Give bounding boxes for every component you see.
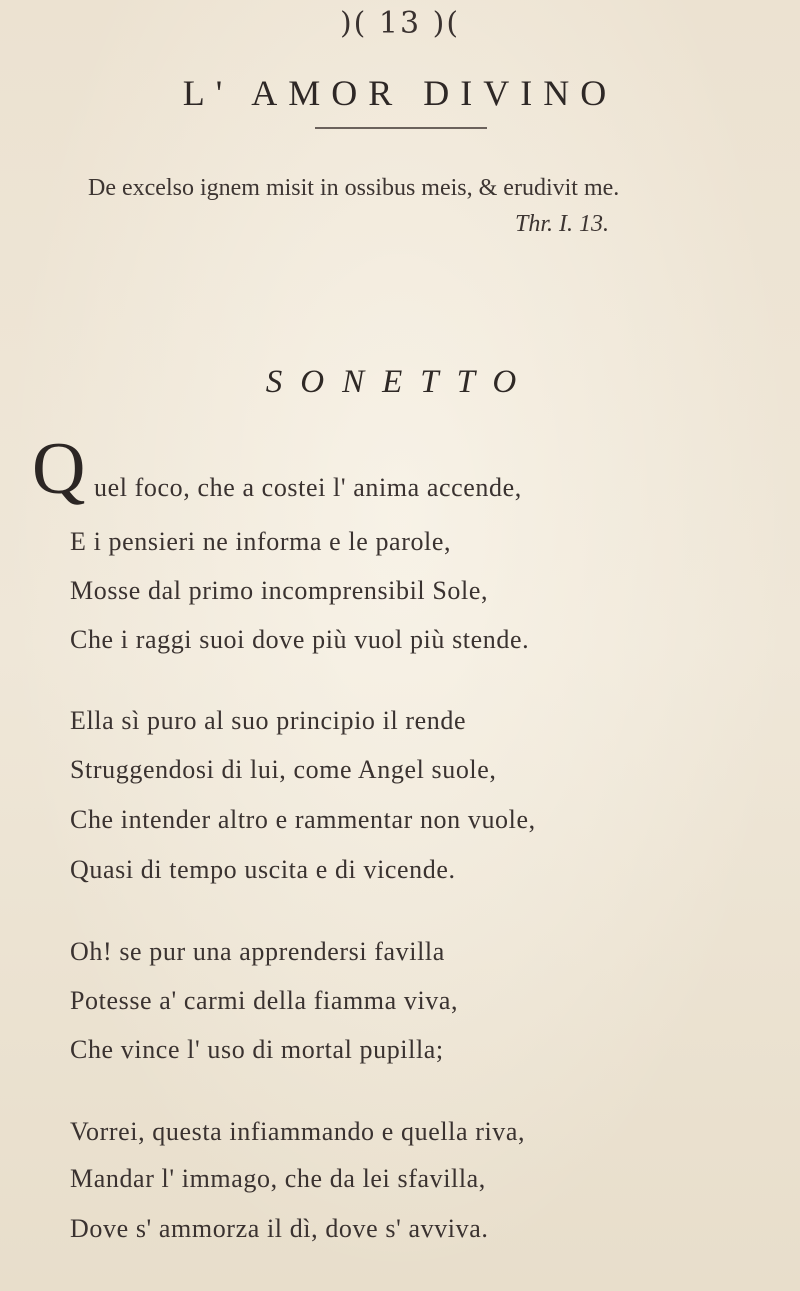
verse-line: Mosse dal primo incomprensibil Sole,	[70, 576, 489, 605]
verse-line: Che intender altro e rammentar non vuole,	[70, 805, 536, 834]
epigraph-citation: Thr. I. 13.	[515, 211, 610, 237]
verse-line: Quasi di tempo uscita e di vicende.	[70, 855, 456, 884]
epigraph-text: De excelso ignem misit in ossibus meis, & erudivit me.	[88, 175, 620, 201]
title-divider	[315, 127, 487, 129]
verse-line: Dove s' ammorza il dì, dove s' avviva.	[70, 1214, 489, 1243]
verse-line: Che vince l' uso di mortal pupilla;	[70, 1035, 444, 1064]
verse-line: Struggendosi di lui, come Angel suole,	[70, 755, 497, 784]
sonnet-heading: SONETTO	[265, 364, 535, 400]
drop-cap: Q	[32, 428, 86, 510]
verse-line: Oh! se pur una apprendersi favilla	[70, 937, 445, 966]
verse-line: Che i raggi suoi dove più vuol più stende.	[70, 625, 530, 654]
verse-line: uel foco, che a costei l' anima accende,	[94, 473, 522, 502]
verse-line: Vorrei, questa infiammando e quella riva,	[70, 1117, 526, 1146]
verse-line: Mandar l' immago, che da lei sfavilla,	[70, 1164, 486, 1193]
verse-line: Potesse a' carmi della fiamma viva,	[70, 986, 459, 1015]
verse-line: Ella sì puro al suo principio il rende	[70, 706, 467, 735]
verse-line: E i pensieri ne informa e le parole,	[70, 527, 452, 556]
page-number: )( 13 )(	[339, 6, 461, 41]
poem-title: L' AMOR DIVINO	[182, 73, 618, 113]
